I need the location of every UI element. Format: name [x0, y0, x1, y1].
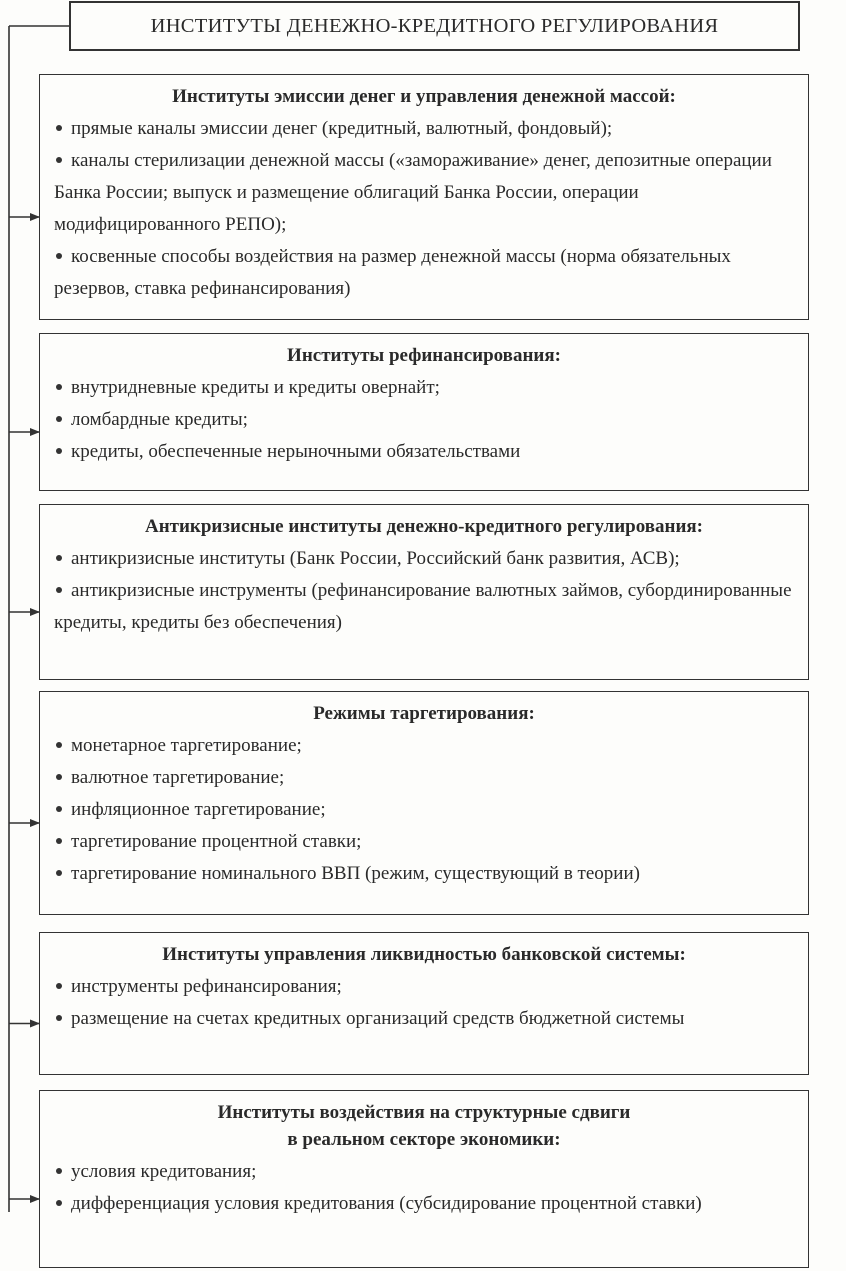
- list-item: [54, 1156, 794, 1188]
- block-refinancing: [39, 333, 809, 491]
- bullet-icon: [56, 587, 62, 593]
- block-heading: [54, 941, 794, 968]
- list-item: [54, 1188, 794, 1220]
- bullet-icon: [56, 157, 62, 163]
- list-item-text: антикризисные инструменты (рефинансирование валютных займов, субординированные кредиты, кредиты без обеспечения): [54, 580, 792, 633]
- bullet-icon: [56, 870, 62, 876]
- list-item: [54, 575, 794, 639]
- block-heading: [54, 1099, 794, 1153]
- list-item-text: инфляционное таргетирование;: [71, 799, 326, 820]
- block-emission: [39, 74, 809, 320]
- block-heading: [54, 342, 794, 369]
- list-item: [54, 971, 794, 1003]
- list-item: [54, 543, 794, 575]
- bullet-icon: [56, 1200, 62, 1206]
- bullet-icon: [56, 1168, 62, 1174]
- list-item: [54, 404, 794, 436]
- list-item-text: косвенные способы воздействия на размер денежной массы (норма обязательных резервов, ставка рефинансирования): [54, 246, 731, 299]
- list-item-text: монетарное таргетирование;: [71, 735, 302, 756]
- block-heading-line: в реальном секторе экономики:: [287, 1129, 561, 1150]
- block-heading-line: Антикризисные институты денежно-кредитного регулирования:: [144, 516, 704, 537]
- list-item: [54, 113, 794, 145]
- bullet-icon: [56, 742, 62, 748]
- list-item-text: валютное таргетирование;: [71, 767, 285, 788]
- block-heading: [54, 700, 794, 727]
- list-item: [54, 372, 794, 404]
- bullet-icon: [56, 448, 62, 454]
- list-item: [54, 241, 794, 305]
- list-item: [54, 436, 794, 468]
- list-item-text: кредиты, обеспеченные нерыночными обязательствами: [71, 441, 521, 462]
- block-heading-line: Институты рефинансирования:: [287, 345, 561, 366]
- block-liquidity: [39, 932, 809, 1075]
- list-item: [54, 858, 794, 890]
- list-item-text: размещение на счетах кредитных организаций средств бюджетной системы: [71, 1008, 685, 1029]
- list-item: [54, 794, 794, 826]
- bullet-icon: [56, 416, 62, 422]
- list-item: [54, 762, 794, 794]
- list-item-text: антикризисные институты (Банк России, Российский банк развития, АСВ);: [71, 548, 680, 569]
- list-item-text: ломбардные кредиты;: [71, 409, 248, 430]
- bullet-icon: [56, 774, 62, 780]
- list-item-text: внутридневные кредиты и кредиты овернайт;: [71, 377, 440, 398]
- block-anticrisis: [39, 504, 809, 680]
- list-item-text: дифференциация условия кредитования (субсидирование процентной ставки): [71, 1193, 702, 1214]
- bullet-icon: [56, 125, 62, 131]
- list-item-text: каналы стерилизации денежной массы («замораживание» денег, депозитные операции Банка России; выпуск и размещение облигаций Банка России, операции модифицированного РЕПО);: [54, 150, 772, 235]
- list-item: [54, 826, 794, 858]
- block-targeting: [39, 691, 809, 915]
- block-heading-line: Институты эмиссии денег и управления денежной массой:: [172, 86, 676, 107]
- diagram-title: ИНСТИТУТЫ ДЕНЕЖНО-КРЕДИТНОГО РЕГУЛИРОВАНИЯ: [69, 1, 800, 51]
- block-structural-shifts: [39, 1090, 809, 1268]
- list-item-text: таргетирование номинального ВВП (режим, существующий в теории): [71, 863, 640, 884]
- bullet-icon: [56, 1015, 62, 1021]
- list-item-text: инструменты рефинансирования;: [71, 976, 342, 997]
- bullet-icon: [56, 555, 62, 561]
- bullet-icon: [56, 838, 62, 844]
- bullet-icon: [56, 806, 62, 812]
- block-heading-line: Институты воздействия на структурные сдвиги: [217, 1102, 631, 1123]
- list-item: [54, 145, 794, 241]
- list-item: [54, 730, 794, 762]
- list-item-text: прямые каналы эмиссии денег (кредитный, валютный, фондовый);: [71, 118, 613, 139]
- list-item-text: условия кредитования;: [71, 1161, 257, 1182]
- block-heading-line: Институты управления ликвидностью банковской системы:: [162, 944, 686, 965]
- bullet-icon: [56, 253, 62, 259]
- list-item: [54, 1003, 794, 1035]
- block-heading: [54, 513, 794, 540]
- bullet-icon: [56, 983, 62, 989]
- block-heading-line: Режимы таргетирования:: [313, 703, 535, 724]
- list-item-text: таргетирование процентной ставки;: [71, 831, 362, 852]
- bullet-icon: [56, 384, 62, 390]
- block-heading: [54, 83, 794, 110]
